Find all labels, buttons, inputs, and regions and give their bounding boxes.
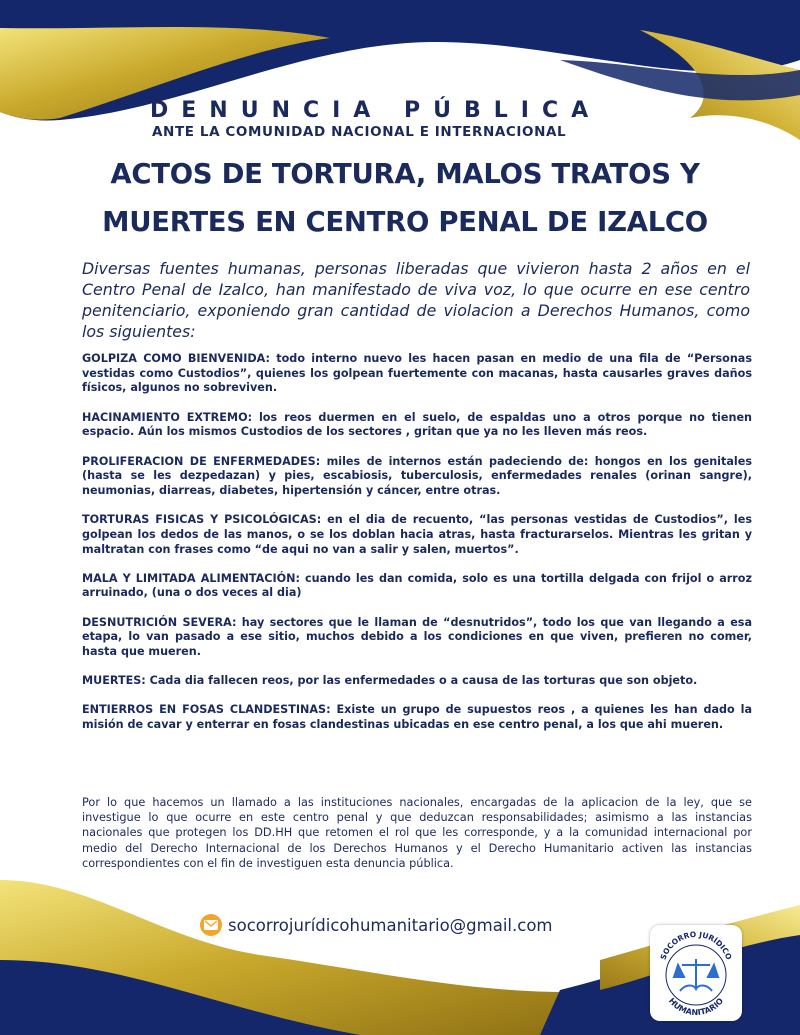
list-item: TORTURAS FISICAS Y PSICOLÓGICAS: en el dia de recuento, “las personas vestidas de Custodios”, les golpean los dedos de las manos, o se los doblan hacia atras, hasta fracturarselos. Mientras les gritan y maltratan con frases como “de aqui no van a salir y salen, muertos”. [82, 513, 752, 556]
organization-logo [650, 925, 742, 1021]
closing-paragraph: Por lo que hacemos un llamado a las instituciones nacionales, encargadas de la aplicacion de la ley, que se investigue lo que ocurre en este centro penal y que deduzcan responsabilidades; asimismo a las instancias nacionales que protegen los DD.HH que retomen el rol que les corresponde, y a la comunidad internacional por medio del Derecho Internacional de los Derechos Humanos y el Derecho Humanitario activen las instancias correspondientes con el fin de investiguen esta denuncia pública. [82, 796, 752, 870]
page-title [60, 150, 750, 246]
list-item: DESNUTRICIÓN SEVERA: hay sectores que le llaman de “desnutridos”, todo los que van llegando a esa etapa, lo van pasado a ese sitio, muchos debido a los condiciones en que viven, prefieren no comer, hasta que mueren. [82, 615, 752, 659]
list-item: GOLPIZA COMO BIENVENIDA: todo interno nuevo les hacen pasan en medio de una fila de “Personas vestidas como Custodios”, quienes los golpean fuertemente con macanas, hasta causarles graves daños físicos, algunos no sobreviven. [82, 352, 752, 395]
logo-top-text: SOCORRO JURÍDICO [658, 929, 734, 961]
page-title-line-1: ACTOS DE TORTURA, MALOS TRATOS Y [110, 158, 700, 190]
abuse-list [82, 352, 752, 747]
list-item: ENTIERROS EN FOSAS CLANDESTINAS: Existe un grupo de supuestos reos , a quienes les han dado la misión de cavar y enterrar en fosas clandestinas ubicadas en ese centro penal, a los que ahi mueren. [82, 703, 752, 732]
list-item: MALA Y LIMITADA ALIMENTACIÓN: cuando les dan comida, solo es una tortilla delgada con frijol o arroz arruinado, (una o dos veces al dia) [82, 571, 752, 600]
kicker-subtitle: ANTE LA COMUNIDAD NACIONAL E INTERNACIONAL [152, 124, 567, 140]
svg-text:HUMANITARIO [667, 996, 725, 1017]
page-title-line-2: MUERTES EN CENTRO PENAL DE IZALCO [102, 206, 708, 238]
list-item: MUERTES: Cada dia fallecen reos, por las enfermedades o a causa de las torturas que son objeto. [82, 674, 698, 688]
list-item: HACINAMIENTO EXTREMO: los reos duermen en el suelo, de espaldas uno a otros porque no tienen espacio. Aún los mismos Custodios de los sectores , gritan que ya no les lleven más reos. [82, 410, 752, 439]
list-item: PROLIFERACION DE ENFERMEDADES: miles de internos están padeciendo de: hongos en los genitales (hasta se les dezpedazan) y pies, escabiosis, tuberculosis, enfermedades renales (orinan sangre), neumonias, diarreas, diabetes, hipertensión y cáncer, entre otras. [82, 454, 752, 497]
intro-paragraph: Diversas fuentes humanas, personas liberadas que vivieron hasta 2 años en el Centro Penal de Izalco, han manifestado de viva voz, lo que ocurre en ese centro penitenciario, exponiendo gran cantidad de violacion a Derechos Humanos, como los siguientes: [82, 259, 750, 341]
envelope-icon [200, 914, 222, 936]
contact-email[interactable]: socorrojurídicohumanitario@gmail.com [228, 915, 553, 935]
contact-email-row[interactable] [200, 911, 553, 939]
logo-bottom-text: HUMANITARIO [666, 996, 726, 1018]
kicker-title: DENUNCIA PÚBLICA [150, 98, 602, 123]
scales-icon [674, 959, 718, 991]
